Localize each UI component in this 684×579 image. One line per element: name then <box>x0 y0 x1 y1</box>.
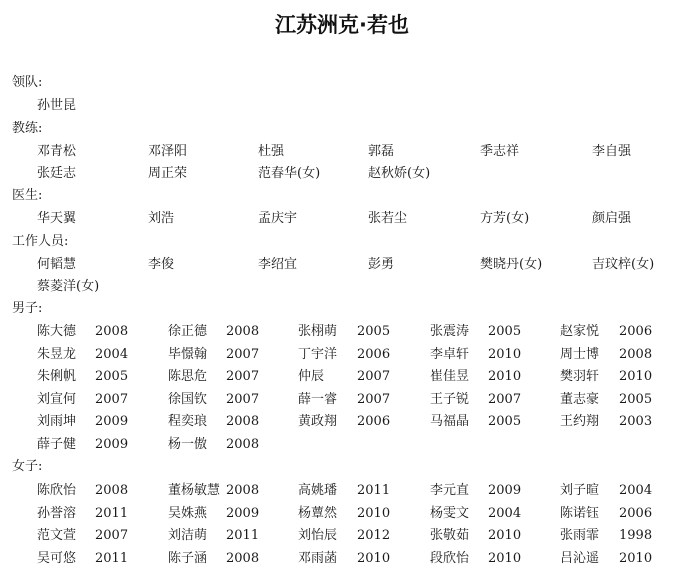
coach-name: 邓泽阳 <box>148 144 188 159</box>
male-player-year: 2005 <box>488 414 522 429</box>
female-player-name: 陈诺钰 <box>560 506 600 521</box>
coach-name: 季志祥 <box>480 144 520 159</box>
female-player-name: 刘洁萌 <box>168 528 208 543</box>
male-player-year: 2007 <box>95 392 129 407</box>
coach-name: 周正荣 <box>148 166 188 181</box>
male-player-year: 2007 <box>226 392 260 407</box>
staff-name: 李俊 <box>148 257 175 272</box>
male-player-name: 朱昱龙 <box>37 347 77 362</box>
female-player-year: 2011 <box>357 483 391 498</box>
male-player-name: 薛一睿 <box>298 392 338 407</box>
male-player-name: 刘雨坤 <box>37 414 77 429</box>
coach-name: 郭磊 <box>368 144 395 159</box>
female-player-name: 陈子涵 <box>168 551 208 566</box>
male-player-year: 2009 <box>95 414 129 429</box>
female-player-name: 范文萱 <box>37 528 77 543</box>
male-player-name: 赵家悦 <box>560 324 600 339</box>
female-player-name: 杨蕈然 <box>298 506 338 521</box>
staff-name: 吉玟梓(女) <box>592 257 655 272</box>
female-player-year: 2009 <box>226 506 260 521</box>
doctor-name: 刘浩 <box>148 211 175 226</box>
page-title: 江苏洲克·若也 <box>275 13 409 37</box>
male-player-name: 王子锐 <box>430 392 470 407</box>
male-player-year: 2005 <box>357 324 391 339</box>
male-player-year: 2004 <box>95 347 129 362</box>
female-player-year: 2008 <box>226 483 260 498</box>
section-label-doctor: 医生: <box>12 188 43 203</box>
female-player-name: 吴可悠 <box>37 551 77 566</box>
male-player-name: 王约翔 <box>560 414 600 429</box>
male-player-year: 2007 <box>226 369 260 384</box>
male-player-year: 2006 <box>357 414 391 429</box>
staff-name: 彭勇 <box>368 257 395 272</box>
male-player-name: 毕憬翰 <box>168 347 208 362</box>
male-player-year: 2003 <box>619 414 653 429</box>
female-player-year: 2011 <box>95 506 129 521</box>
female-player-year: 2012 <box>357 528 391 543</box>
male-player-year: 2008 <box>619 347 653 362</box>
male-player-year: 2005 <box>619 392 653 407</box>
male-player-year: 2007 <box>488 392 522 407</box>
female-player-year: 2010 <box>619 551 653 566</box>
male-player-name: 樊羽轩 <box>560 369 600 384</box>
male-player-name: 黄政翔 <box>298 414 338 429</box>
male-player-name: 刘宣何 <box>37 392 77 407</box>
male-player-name: 李卓轩 <box>430 347 470 362</box>
female-player-name: 孙誉溶 <box>37 506 77 521</box>
staff-name: 李绍宜 <box>258 257 298 272</box>
female-player-year: 2006 <box>619 506 653 521</box>
section-label-male: 男子: <box>12 301 43 316</box>
female-player-year: 2010 <box>488 551 522 566</box>
female-player-year: 2004 <box>488 506 522 521</box>
female-player-year: 2011 <box>95 551 129 566</box>
female-player-name: 段欣怡 <box>430 551 470 566</box>
female-player-name: 董杨敏慧 <box>168 483 221 498</box>
coach-name: 范春华(女) <box>258 166 321 181</box>
doctor-name: 方芳(女) <box>480 211 530 226</box>
female-player-name: 吕沁遥 <box>560 551 600 566</box>
male-player-year: 2007 <box>357 369 391 384</box>
male-player-name: 朱俐帆 <box>37 369 77 384</box>
staff-name: 蔡菱洋(女) <box>37 279 100 294</box>
female-player-name: 刘怡辰 <box>298 528 338 543</box>
section-label-female: 女子: <box>12 459 43 474</box>
female-player-name: 杨雯文 <box>430 506 470 521</box>
female-player-name: 张敬茹 <box>430 528 470 543</box>
female-player-name: 吴姝燕 <box>168 506 208 521</box>
male-player-name: 周士博 <box>560 347 600 362</box>
male-player-year: 2007 <box>357 392 391 407</box>
coach-name: 邓青松 <box>37 144 77 159</box>
leader-name: 孙世昆 <box>37 98 77 113</box>
female-player-name: 刘子暄 <box>560 483 600 498</box>
male-player-name: 董志豪 <box>560 392 600 407</box>
coach-name: 杜强 <box>258 144 285 159</box>
male-player-name: 张震涛 <box>430 324 470 339</box>
section-label-staff: 工作人员: <box>12 234 69 249</box>
male-player-name: 陈思危 <box>168 369 208 384</box>
section-label-leader: 领队: <box>12 75 43 90</box>
male-player-year: 2010 <box>619 369 653 384</box>
female-player-year: 2009 <box>488 483 522 498</box>
male-player-year: 2009 <box>95 437 129 452</box>
male-player-name: 崔佳昱 <box>430 369 470 384</box>
male-player-name: 程奕琅 <box>168 414 208 429</box>
female-player-name: 高姚璠 <box>298 483 338 498</box>
staff-name: 樊晓丹(女) <box>480 257 543 272</box>
female-player-name: 李元直 <box>430 483 470 498</box>
male-player-name: 丁宇洋 <box>298 347 338 362</box>
male-player-name: 张栩萌 <box>298 324 338 339</box>
male-player-year: 2008 <box>226 437 260 452</box>
male-player-name: 马福晶 <box>430 414 470 429</box>
male-player-year: 2010 <box>488 369 522 384</box>
female-player-year: 2011 <box>226 528 260 543</box>
male-player-year: 2010 <box>488 347 522 362</box>
male-player-year: 2008 <box>226 324 260 339</box>
male-player-name: 仲辰 <box>298 369 325 384</box>
male-player-year: 2006 <box>357 347 391 362</box>
male-player-name: 杨一傲 <box>168 437 208 452</box>
doctor-name: 张若尘 <box>368 211 408 226</box>
coach-name: 赵秋娇(女) <box>368 166 431 181</box>
male-player-name: 薛子健 <box>37 437 77 452</box>
male-player-name: 徐正德 <box>168 324 208 339</box>
male-player-year: 2006 <box>619 324 653 339</box>
female-player-year: 2004 <box>619 483 653 498</box>
doctor-name: 孟庆宇 <box>258 211 298 226</box>
male-player-year: 2008 <box>95 324 129 339</box>
female-player-name: 陈欣怡 <box>37 483 77 498</box>
doctor-name: 颜启强 <box>592 211 632 226</box>
female-player-name: 张雨霏 <box>560 528 600 543</box>
male-player-year: 2008 <box>226 414 260 429</box>
female-player-year: 2007 <box>95 528 129 543</box>
male-player-year: 2005 <box>488 324 522 339</box>
doctor-name: 华天翼 <box>37 211 77 226</box>
coach-name: 李自强 <box>592 144 632 159</box>
staff-name: 何韬慧 <box>37 257 77 272</box>
female-player-year: 2010 <box>357 506 391 521</box>
female-player-year: 1998 <box>619 528 653 543</box>
male-player-year: 2005 <box>95 369 129 384</box>
female-player-year: 2010 <box>357 551 391 566</box>
male-player-name: 徐国钦 <box>168 392 208 407</box>
female-player-year: 2008 <box>226 551 260 566</box>
section-label-coach: 教练: <box>12 121 43 136</box>
male-player-name: 陈大德 <box>37 324 77 339</box>
male-player-year: 2007 <box>226 347 260 362</box>
female-player-name: 邓雨菡 <box>298 551 338 566</box>
female-player-year: 2010 <box>488 528 522 543</box>
female-player-year: 2008 <box>95 483 129 498</box>
coach-name: 张廷志 <box>37 166 77 181</box>
